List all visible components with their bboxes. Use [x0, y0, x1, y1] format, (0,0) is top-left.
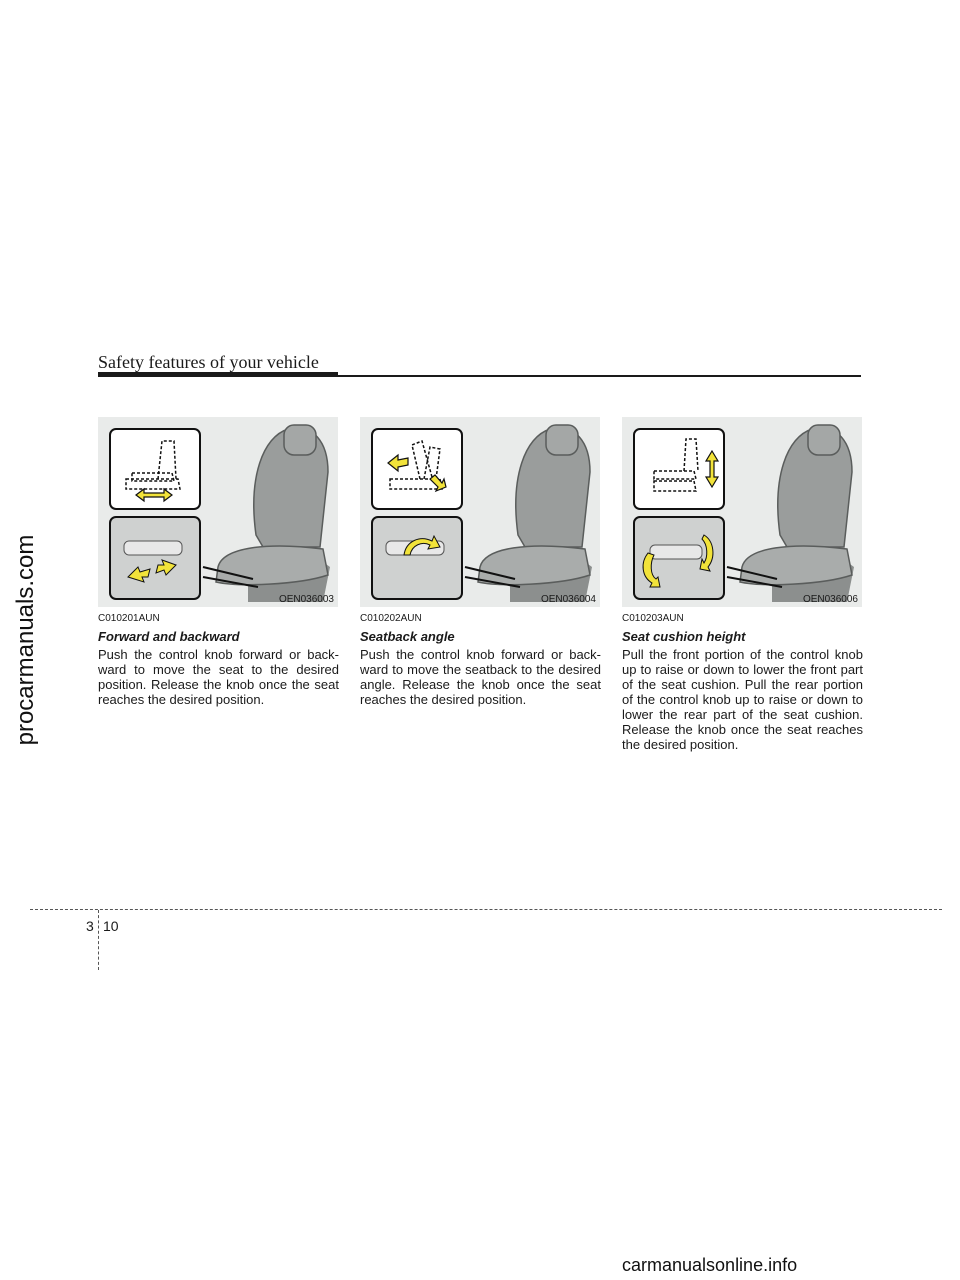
- seat-illustration: [98, 417, 338, 607]
- chapter-number: 3: [86, 918, 94, 934]
- seat-illustration: [622, 417, 862, 607]
- figure-seat-cushion-height: [622, 417, 862, 607]
- figure-code: OEN036003: [278, 594, 334, 605]
- footer-rule: [30, 909, 942, 910]
- footer-divider: [98, 910, 99, 970]
- section-title: Safety features of your vehicle: [98, 352, 319, 372]
- figure-code: OEN036006: [802, 594, 858, 605]
- page-number: 10: [103, 918, 119, 934]
- section-seatback-angle: [360, 612, 601, 707]
- header-bar: [98, 372, 338, 377]
- section-body: Push the control knob forward or back-ward to move the seat to the desired position. Release the knob once the seat reaches the desired position.: [98, 647, 339, 707]
- seat-icon: [727, 425, 854, 602]
- side-watermark: procarmanuals.com: [12, 534, 39, 746]
- figure-seatback-angle: [360, 417, 600, 607]
- seat-icon: [203, 425, 330, 602]
- seat-illustration: [360, 417, 600, 607]
- section-seat-cushion-height: [622, 612, 863, 752]
- reference-code: C010203AUN: [622, 613, 684, 624]
- seat-icon: [465, 425, 592, 602]
- reference-code: C010201AUN: [98, 613, 160, 624]
- figure-forward-backward: [98, 417, 338, 607]
- reference-code: C010202AUN: [360, 613, 422, 624]
- section-heading: Seat cushion height: [622, 629, 746, 644]
- section-heading: Seatback angle: [360, 629, 455, 644]
- section-body: Pull the front portion of the control knob up to raise or down to lower the front part of the seat cushion. Pull the rear portion of the control knob up to raise or down to lower the rear part of the seat cushion. Release the knob once the seat reaches the desired position.: [622, 647, 863, 752]
- header-rule: [338, 375, 861, 377]
- bottom-watermark: carmanualsonline.info: [622, 1255, 798, 1275]
- section-heading: Forward and backward: [98, 629, 240, 644]
- section-body: Push the control knob forward or back-ward to move the seatback to the desired angle. Release the knob once the seat reaches the desired position.: [360, 647, 601, 707]
- section-forward-backward: [98, 612, 339, 707]
- figure-code: OEN036004: [540, 594, 596, 605]
